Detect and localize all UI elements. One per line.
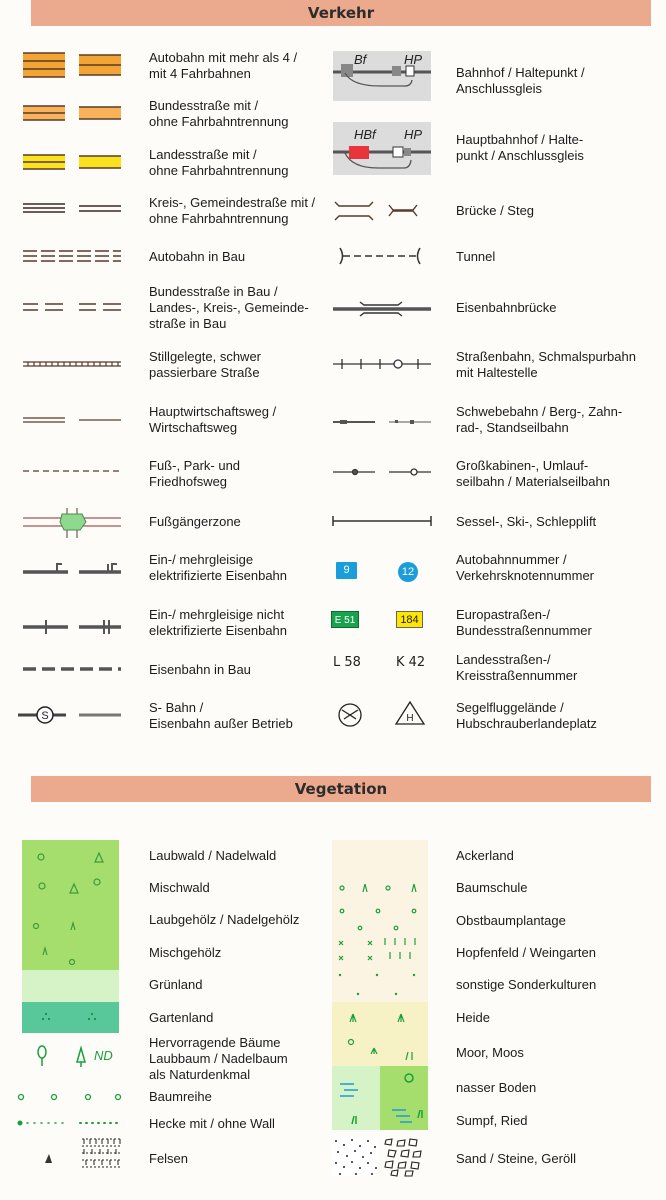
- legend-label-gartenland: Gartenland: [149, 1010, 214, 1025]
- legend-label-schwebebahn: Schwebebahn / Berg-, Zahn- rad-, Standseilbahn: [456, 404, 623, 435]
- legend-label-fussweg: Fuß-, Park- und Friedhofsweg: [149, 458, 241, 489]
- legend-label-naturdenkmal: Hervorragende Bäume Laubbaum / Nadelbaum als Naturdenkmal: [149, 1035, 288, 1082]
- legend-label-baumschule: Baumschule: [456, 880, 528, 895]
- legend-label-autobahnnummer: Autobahnnummer / Verkehrsknotennummer: [456, 552, 595, 583]
- legend-label-moor: Moor, Moos: [456, 1045, 524, 1060]
- bahnhof-hp-label: HP: [404, 52, 423, 67]
- legend-label-bundesstrasse: Bundesstraße mit / ohne Fahrbahntrennung: [149, 98, 289, 129]
- legend-label-elektrifizierte-eisenbahn: Ein-/ mehrgleisige elektrifizierte Eisenbahn: [149, 552, 288, 583]
- legend-label-s-bahn: S- Bahn / Eisenbahn außer Betrieb: [149, 700, 293, 731]
- hauptbahnhof-hbf-label: HBf: [354, 127, 376, 142]
- gartenland-area: [22, 1002, 119, 1033]
- verkehrsknoten-badge: 12: [398, 562, 418, 582]
- legend-label-autobahn: Autobahn mit mehr als 4 / mit 4 Fahrbahnen: [149, 50, 298, 81]
- legend-label-tunnel: Tunnel: [456, 249, 496, 264]
- ackerland-area: [332, 840, 428, 1002]
- legend-label-laubwald: Laubwald / Nadelwald: [149, 848, 277, 863]
- legend-label-stillgelegte-strasse: Stillgelegte, schwer passierbare Straße: [149, 349, 261, 380]
- kreisstrasse-code: K 42: [396, 655, 426, 670]
- legend-label-wirtschaftsweg: Hauptwirtschaftsweg / Wirtschaftsweg: [149, 404, 277, 435]
- baumreihe-icons: [19, 1095, 121, 1100]
- legend-label-segelfluggelaende: Segelfluggelände / Hubschrauberlandeplatz: [456, 700, 597, 731]
- bahnhof-bf-label: Bf: [354, 52, 367, 67]
- legend-label-ackerland: Ackerland: [456, 848, 514, 863]
- legend-label-obstbaumplantage: Obstbaumplantage: [456, 913, 566, 928]
- legend-label-nicht-elektrifizierte-eisenbahn: Ein-/ mehrgleisige nicht elektrifizierte Eisenbahn: [149, 607, 288, 638]
- legend-label-landesstrasse: Landesstraße mit / ohne Fahrbahntrennung: [149, 147, 289, 178]
- autobahnnummer-badge: 9: [336, 562, 357, 579]
- hauptbahnhof-hp-label: HP: [404, 127, 423, 142]
- legend-label-mischgehoelz: Mischgehölz: [149, 945, 222, 960]
- gruenland-area: [22, 970, 119, 1002]
- legend-label-fussgaengerzone: Fußgängerzone: [149, 514, 241, 529]
- bundesstrasse-badge: 184: [396, 611, 423, 628]
- legend-label-strassenbahn: Straßenbahn, Schmalspurbahn mit Haltestelle: [456, 349, 636, 380]
- legend-label-seilbahn: Großkabinen-, Umlauf- seilbahn / Materialseilbahn: [456, 458, 610, 489]
- legend-label-sumpf: Sumpf, Ried: [456, 1113, 528, 1128]
- felsen-icons: [45, 1139, 122, 1167]
- legend-label-kreisstrasse: Kreis-, Gemeindestraße mit / ohne Fahrbahntrennung: [149, 195, 316, 226]
- naturdenkmal-icons: [38, 1046, 85, 1067]
- legend-label-nasser-boden: nasser Boden: [456, 1080, 537, 1095]
- legend-label-lift: Sessel-, Ski-, Schlepplift: [456, 514, 597, 529]
- hecke-icons: [18, 1121, 122, 1126]
- legend-label-mischwald: Mischwald: [149, 880, 210, 895]
- sand-geroell-signs: [332, 1138, 421, 1176]
- legend-label-europastrassen: Europastraßen-/ Bundesstraßennummer: [456, 607, 592, 638]
- legend-label-hecke: Hecke mit / ohne Wall: [149, 1116, 275, 1131]
- legend-label-sonderkulturen: sonstige Sonderkulturen: [456, 977, 597, 992]
- heide-area: [332, 1002, 428, 1066]
- legend-label-landesstrassen: Landesstraßen-/ Kreisstraßennummer: [456, 652, 578, 683]
- s-bahn-letter: S: [41, 710, 49, 722]
- legend-label-laubgehoelz: Laubgehölz / Nadelgehölz: [149, 912, 300, 927]
- legend-label-heide: Heide: [456, 1010, 490, 1025]
- legend-label-baumreihe: Baumreihe: [149, 1089, 212, 1104]
- landesstrasse-code: L 58: [333, 655, 361, 670]
- legend-label-hopfenfeld: Hopfenfeld / Weingarten: [456, 945, 596, 960]
- vegetation-title: Vegetation: [294, 780, 388, 798]
- europastrasse-badge: E 51: [331, 611, 359, 628]
- legend-label-eisenbahn-in-bau: Eisenbahn in Bau: [149, 662, 251, 677]
- legend-label-autobahn-in-bau: Autobahn in Bau: [149, 249, 246, 264]
- legend-label-sand: Sand / Steine, Geröll: [456, 1151, 576, 1166]
- legend-label-hauptbahnhof: Hauptbahnhof / Halte- punkt / Anschlussgleis: [456, 132, 584, 163]
- heli-letter: H: [406, 713, 414, 724]
- legend-label-felsen: Felsen: [149, 1151, 189, 1166]
- legend-label-bahnhof: Bahnhof / Haltepunkt / Anschlussgleis: [456, 65, 585, 96]
- legend-label-strasse-in-bau: Bundesstraße in Bau / Landes-, Kreis-, Gemeinde- straße in Bau: [149, 284, 309, 331]
- wald-area: [22, 840, 119, 970]
- verkehr-title: Verkehr: [307, 4, 375, 22]
- naturdenkmal-nd: ND: [94, 1048, 113, 1063]
- legend-label-eisenbahnbruecke: Eisenbahnbrücke: [456, 300, 557, 315]
- legend-label-bruecke: Brücke / Steg: [456, 203, 535, 218]
- legend-label-gruenland: Grünland: [149, 977, 203, 992]
